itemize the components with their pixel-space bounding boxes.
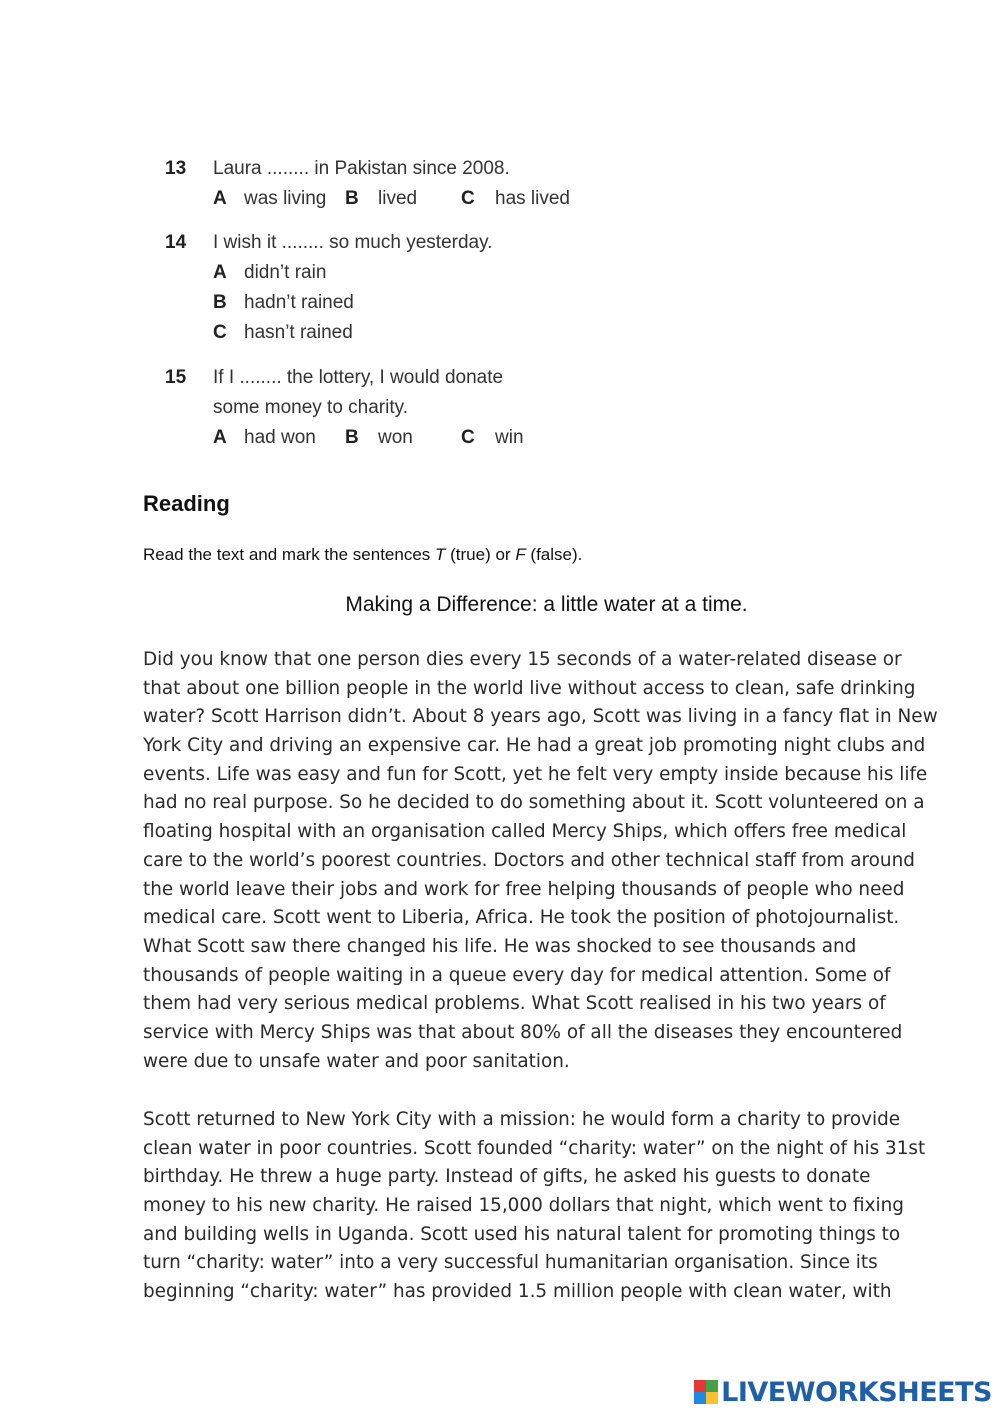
section-heading: Reading: [143, 491, 230, 516]
option-letter: A: [213, 262, 227, 283]
article-title: Making a Difference: a little water at a time.: [345, 593, 748, 616]
logo-square-red: [694, 1380, 706, 1392]
option-a[interactable]: [213, 427, 316, 449]
option-text: won: [378, 427, 413, 448]
option-a[interactable]: [213, 262, 326, 284]
question-text: Laura ........ in Pakistan since 2008.: [213, 158, 510, 179]
instructions: Read the text and mark the sentences T (true) or F (false).: [143, 545, 583, 564]
text-line: that about one billion people in the world live without access to clean, safe drinking: [143, 677, 916, 699]
option-b[interactable]: [345, 427, 413, 449]
text-line: thousands of people waiting in a queue every day for medical attention. Some of: [143, 964, 891, 986]
option-c[interactable]: [461, 188, 570, 210]
question-number: 15: [165, 367, 187, 388]
option-letter: B: [345, 427, 359, 448]
question-number: 13: [165, 158, 187, 179]
text-line: floating hospital with an organisation called Mercy Ships, which offers free medical: [143, 821, 907, 843]
question-text: I wish it ........ so much yesterday.: [213, 232, 493, 253]
text-line: them had very serious medical problems. What Scott realised in his two years of: [143, 993, 886, 1015]
text-line: water? Scott Harrison didn’t. About 8 years ago, Scott was living in a fancy flat in New: [143, 706, 938, 728]
text-line: were due to unsafe water and poor sanitation.: [143, 1050, 570, 1072]
text-line: service with Mercy Ships was that about 80% of all the diseases they encountered: [143, 1021, 903, 1043]
option-a[interactable]: [213, 188, 326, 210]
option-letter: B: [345, 188, 359, 209]
text-line: Did you know that one person dies every 15 seconds of a water-related disease or: [143, 649, 902, 670]
text-line: care to the world’s poorest countries. Doctors and other technical staff from around: [143, 849, 915, 871]
liveworksheets-logo: [694, 1377, 992, 1407]
paragraph-2: [143, 1106, 963, 1307]
text-line: What Scott saw there changed his life. He was shocked to see thousands and: [143, 935, 857, 957]
text-line: birthday. He threw a huge party. Instead of gifts, he asked his guests to donate: [143, 1166, 871, 1188]
logo-mark-icon: [694, 1380, 718, 1404]
option-text: was living: [244, 188, 327, 209]
option-text: lived: [378, 188, 418, 209]
text-line: money to his new charity. He raised 15,000 dollars that night, which went to fixing: [143, 1195, 904, 1217]
option-c[interactable]: [461, 427, 524, 449]
option-letter: C: [461, 427, 475, 448]
text-line: the world leave their jobs and work for free helping thousands of people who need: [143, 878, 905, 900]
text-line: clean water in poor countries. Scott founded “charity: water” on the night of his 31st: [143, 1137, 926, 1159]
text-line: medical care. Scott went to Liberia, Africa. He took the position of photojournalist.: [143, 907, 900, 929]
paragraph-1: [143, 646, 963, 1076]
question-text-continued: some money to charity.: [213, 397, 409, 418]
option-c[interactable]: [213, 322, 353, 344]
option-letter: B: [213, 292, 227, 313]
text-line: had no real purpose. So he decided to do something about it. Scott volunteered on a: [143, 792, 925, 814]
option-text: hasn’t rained: [244, 322, 353, 343]
text-line: events. Life was easy and fun for Scott, yet he felt very empty inside because his life: [143, 763, 928, 785]
text-line: turn “charity: water” into a very successful humanitarian organisation. Since its: [143, 1252, 878, 1274]
question-number: 14: [165, 232, 187, 253]
option-text: hadn’t rained: [244, 292, 354, 313]
option-letter: C: [213, 322, 227, 343]
text-line: Scott returned to New York City with a mission: he would form a charity to provide: [143, 1109, 901, 1130]
option-text: has lived: [495, 188, 570, 209]
question-text: If I ........ the lottery, I would donate: [213, 367, 504, 388]
text-line: and building wells in Uganda. Scott used his natural talent for promoting things to: [143, 1223, 901, 1245]
logo-square-blue: [694, 1392, 706, 1404]
option-text: win: [495, 427, 524, 448]
text-line: York City and driving an expensive car. He had a great job promoting night clubs and: [143, 735, 926, 757]
logo-square-green: [706, 1380, 718, 1392]
option-letter: A: [213, 427, 227, 448]
option-letter: C: [461, 188, 475, 209]
option-letter: A: [213, 188, 227, 209]
option-b[interactable]: [345, 188, 417, 210]
text-line: beginning “charity: water” has provided 1.5 million people with clean water, with: [143, 1281, 892, 1303]
option-text: didn’t rain: [244, 262, 327, 283]
logo-square-yellow: [706, 1392, 718, 1404]
logo-text: LIVEWORKSHEETS: [721, 1376, 992, 1408]
option-b[interactable]: [213, 292, 354, 314]
option-text: had won: [244, 427, 316, 448]
